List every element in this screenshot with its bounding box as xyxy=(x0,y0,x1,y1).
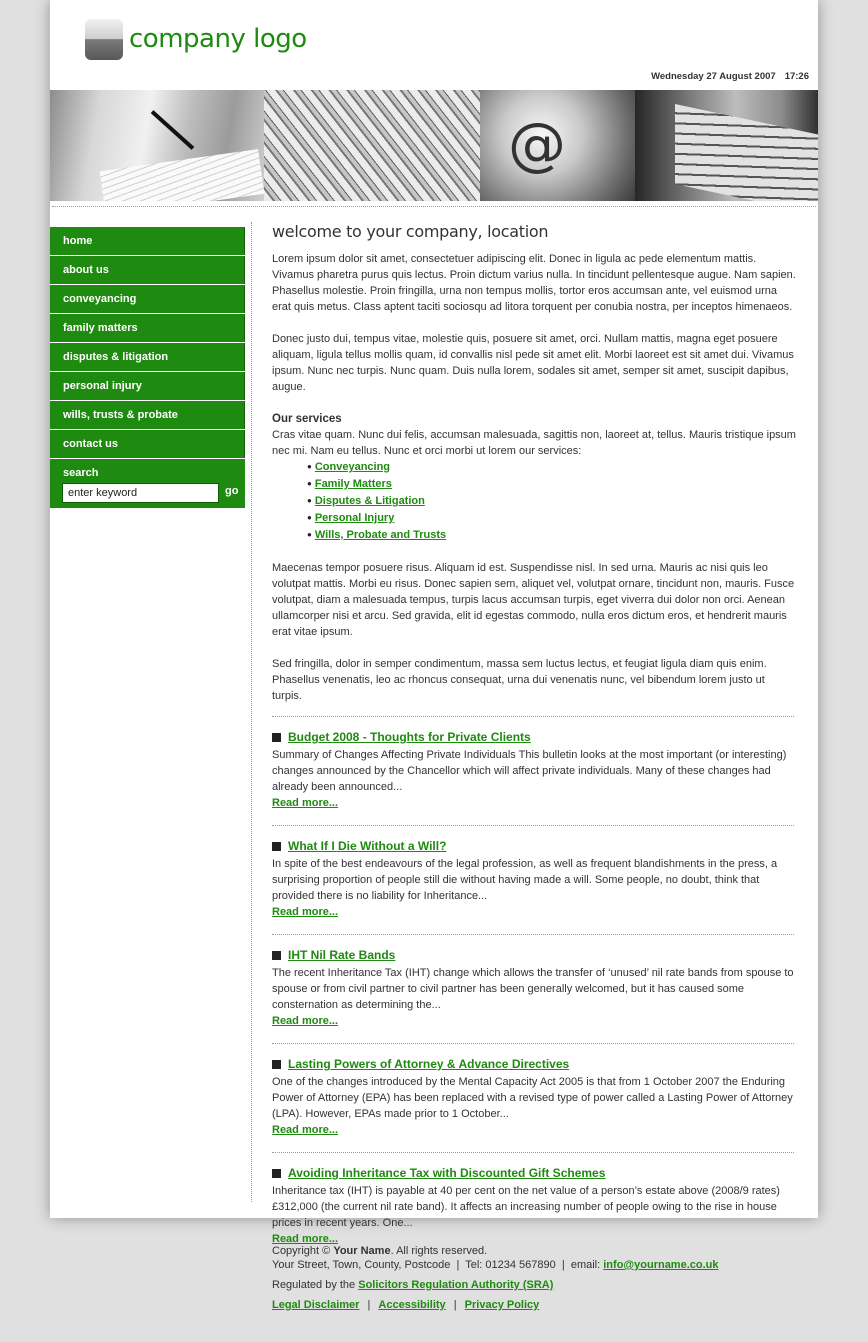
news-summary: One of the changes introduced by the Mental Capacity Act 2005 is that from 1 October 2007 the Enduring Power of Attorney (EPA) has been replaced with a revised type of power called a Lasting Power of Attorney (LPA). However, EPAs made prior to 1 October... xyxy=(272,1076,793,1120)
read-more-link[interactable]: Read more... xyxy=(272,906,339,918)
logo-mark-icon xyxy=(85,19,123,60)
intro-paragraph-1: Lorem ipsum dolor sit amet, consectetuer adipiscing elit. Donec in ligula ac pede elementum mattis. Vivamus pharetra purus quis lectus. Proin dictum varius nulla. In tincidunt pellentesque augue. Nam sapien. Phasellus molestie. Proin fringilla, urna non tempus mollis, tortor eros accumsan ante, vel euismod urna erat quis metus. Class aptent taciti sociosqu ad litora torquent per conubia nostra, per inceptos himenaeos. xyxy=(272,253,796,313)
copyright-prefix: Copyright © xyxy=(272,1245,331,1257)
news-summary: Inheritance tax (IHT) is payable at 40 per cent on the net value of a person’s estate above (2008/9 rates) £312,000 (the current nil rate band). It affects an increasing number of people owing to the rise in house prices in recent years. One... xyxy=(272,1185,780,1229)
link-separator: | xyxy=(367,1299,371,1311)
service-link-disputes-litigation[interactable]: Disputes & Litigation xyxy=(314,495,425,507)
current-date: Wednesday 27 August 2007 xyxy=(651,71,776,82)
service-link-family-matters[interactable]: Family Matters xyxy=(314,478,392,490)
copyright-name: Your Name xyxy=(333,1245,391,1257)
email-link[interactable]: info@yourname.co.uk xyxy=(603,1259,719,1271)
sidebar-divider xyxy=(251,222,252,1202)
news-title-link[interactable]: Lasting Powers of Attorney & Advance Directives xyxy=(288,1057,570,1071)
legal-disclaimer-link[interactable]: Legal Disclaimer xyxy=(272,1299,360,1311)
sidebar-nav xyxy=(50,227,245,508)
news-title-link[interactable]: What If I Die Without a Will? xyxy=(288,839,447,853)
footer-links xyxy=(272,1298,832,1312)
news-item xyxy=(272,1153,796,1247)
banner-divider xyxy=(52,206,816,207)
news-title-link[interactable]: Budget 2008 - Thoughts for Private Clients xyxy=(288,730,531,744)
search-go-button[interactable]: go xyxy=(225,485,239,497)
file-index-photo xyxy=(635,90,818,201)
news-item xyxy=(272,826,796,934)
current-time: 17:26 xyxy=(784,71,809,82)
service-link-personal-injury[interactable]: Personal Injury xyxy=(314,512,395,524)
square-bullet-icon xyxy=(272,1169,281,1178)
news-summary: In spite of the best endeavours of the legal profession, as well as frequent blandishments in the press, a surprising proportion of people still die without having made a will. Some people, no doubt, think that provided there is no liability for Inheritance... xyxy=(272,858,778,902)
page-footer xyxy=(272,1244,832,1312)
body-paragraph-2: Sed fringilla, dolor in semper condimentum, massa sem luctus lectus, et feugiat ligula diam quis enim. Phasellus venenatis, leo ac rhoncus consequat, urna dui venenatis nunc, vel bibendum lorem justo ut turpis. xyxy=(272,658,767,702)
writing-hand-photo xyxy=(50,90,264,201)
privacy-policy-link[interactable]: Privacy Policy xyxy=(464,1299,540,1311)
nav-item-about-us[interactable]: about us xyxy=(50,256,245,284)
date-time xyxy=(651,71,809,82)
service-link-conveyancing[interactable]: Conveyancing xyxy=(314,461,391,473)
accessibility-link[interactable]: Accessibility xyxy=(378,1299,446,1311)
news-title-link[interactable]: IHT Nil Rate Bands xyxy=(288,948,396,962)
news-summary: Summary of Changes Affecting Private Individuals This bulletin looks at the most important (or interesting) changes announced by the Chancellor which will affect private individuals. Many of these changes had already been announced... xyxy=(272,749,787,793)
read-more-link[interactable]: Read more... xyxy=(272,1015,339,1027)
list-item xyxy=(307,510,796,527)
services-section xyxy=(272,411,796,544)
square-bullet-icon xyxy=(272,1060,281,1069)
link-separator: | xyxy=(453,1299,457,1311)
news-list xyxy=(272,716,796,1247)
services-list xyxy=(272,459,796,544)
list-item xyxy=(307,459,796,476)
read-more-link[interactable]: Read more... xyxy=(272,797,339,809)
nav-item-disputes-litigation[interactable]: disputes & litigation xyxy=(50,343,245,371)
at-sign-photo: @ xyxy=(480,90,635,201)
regulator-link[interactable]: Solicitors Regulation Authority (SRA) xyxy=(358,1279,554,1291)
address-line xyxy=(272,1258,832,1272)
news-item xyxy=(272,1044,796,1152)
square-bullet-icon xyxy=(272,733,281,742)
read-more-link[interactable]: Read more... xyxy=(272,1124,339,1136)
news-title-link[interactable]: Avoiding Inheritance Tax with Discounted Gift Schemes xyxy=(288,1166,606,1180)
service-link-wills-probate-trusts[interactable]: Wills, Probate and Trusts xyxy=(314,529,447,541)
header-banner xyxy=(50,90,818,201)
list-item xyxy=(307,527,796,544)
services-heading: Our services xyxy=(272,413,342,425)
nav-item-home[interactable]: home xyxy=(50,227,245,255)
services-intro: Cras vitae quam. Nunc dui felis, accumsan malesuada, sagittis non, laoreet at, tellus. Mauris tristique ipsum nec mi. Nam eu tellus. Nunc et orci morbi ut lorem our services: xyxy=(272,429,796,457)
nav-item-family-matters[interactable]: family matters xyxy=(50,314,245,342)
copyright-suffix: . All rights reserved. xyxy=(390,1245,488,1257)
news-item xyxy=(272,935,796,1043)
page-container xyxy=(50,0,818,1245)
file-folders-photo xyxy=(264,90,480,201)
search-input[interactable] xyxy=(62,483,219,503)
nav-item-wills-trusts-probate[interactable]: wills, trusts & probate xyxy=(50,401,245,429)
search-panel xyxy=(50,459,245,508)
square-bullet-icon xyxy=(272,951,281,960)
regulated-prefix: Regulated by the xyxy=(272,1279,356,1291)
intro-paragraph-2: Donec justo dui, tempus vitae, molestie quis, posuere sit amet, orci. Nullam mattis, magna eget posuere aliquam, ligula tellus mollis quam, id convallis nisl pede sit amet elit. Morbi laoreet est sit amet dui. Vivamus ipsum. Nunc nec turpis. Nunc quam. Duis nulla lorem, sodales sit amet, semper sit amet, suscipit dapibus, augue. xyxy=(272,333,794,393)
company-logo[interactable] xyxy=(85,18,307,60)
main-content xyxy=(272,222,796,1247)
nav-item-personal-injury[interactable]: personal injury xyxy=(50,372,245,400)
regulation-line xyxy=(272,1278,832,1292)
logo-text: company logo xyxy=(129,24,307,54)
read-more-link[interactable]: Read more... xyxy=(272,1233,339,1245)
search-label: search xyxy=(63,467,99,479)
page-title: welcome to your company, location xyxy=(272,222,549,241)
news-summary: The recent Inheritance Tax (IHT) change which allows the transfer of ‘unused’ nil rate bands from spouse to spouse or from civil partner to civil partner has been generally welcomed, but it has caused some consternation as determining the... xyxy=(272,967,794,1011)
copyright-line xyxy=(272,1244,832,1258)
nav-item-contact-us[interactable]: contact us xyxy=(50,430,245,458)
list-item xyxy=(307,493,796,510)
list-item xyxy=(307,476,796,493)
square-bullet-icon xyxy=(272,842,281,851)
address-text: Your Street, Town, County, Postcode | Tel: 01234 567890 | email: xyxy=(272,1259,601,1271)
news-item xyxy=(272,717,796,825)
body-paragraph-1: Maecenas tempor posuere risus. Aliquam id est. Suspendisse nisl. In sed urna. Mauris ac nisi quis leo volutpat mattis. Morbi eu risus. Donec sapien sem, aliquet vel, volutpat ornare, tincidunt non, mauris. Fusce volutpat, diam a malesuada tempus, turpis lacus accumsan turpis, eget viverra dui dolor non orci. Aenean ullamcorper nisi et arcu. Sed gravida, elit id egestas commodo, nulla eros dictum eros, et hendrerit mauris erat vitae ipsum. xyxy=(272,562,795,638)
nav-item-conveyancing[interactable]: conveyancing xyxy=(50,285,245,313)
